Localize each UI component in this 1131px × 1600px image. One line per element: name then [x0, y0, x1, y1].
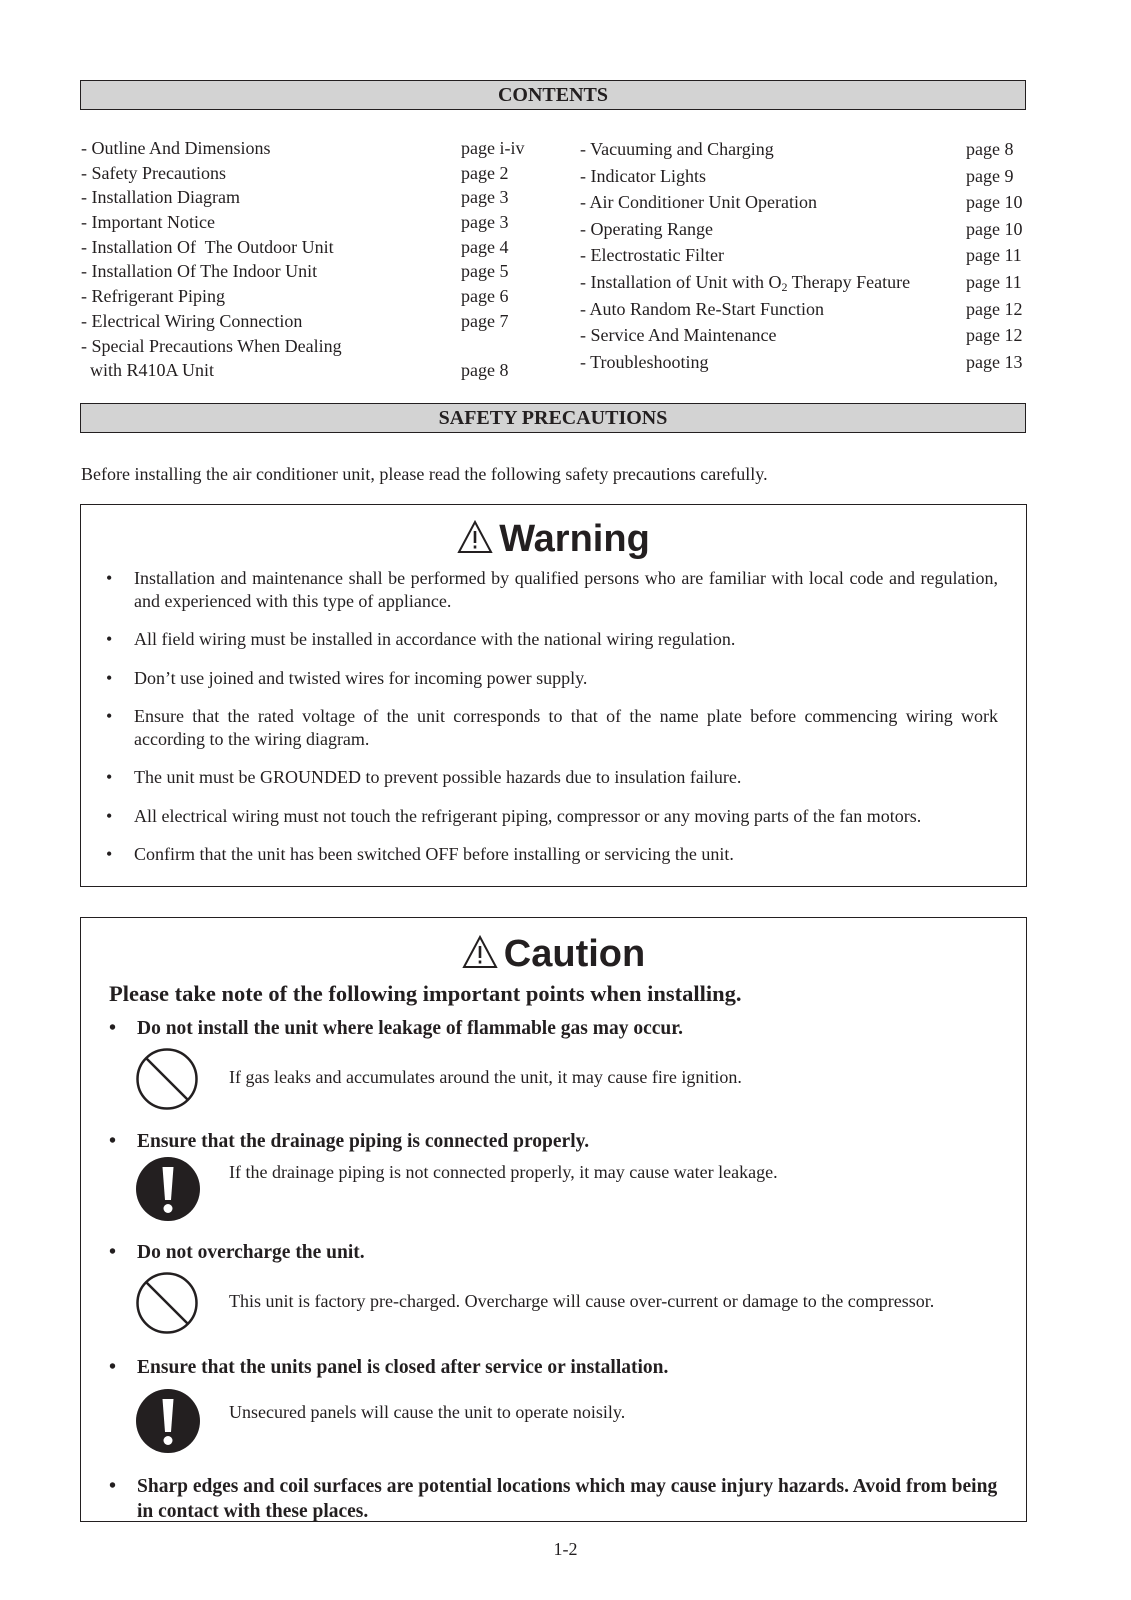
warning-item: • Don’t use joined and twisted wires for incoming power supply.: [81, 667, 1026, 690]
toc-entry-page: page 13: [966, 351, 1023, 372]
warning-item: • All electrical wiring must not touch the refrigerant piping, compressor or any moving parts of the fan motors.: [81, 805, 1026, 828]
toc-entry-page: page 3: [461, 212, 509, 233]
warning-item: • The unit must be GROUNDED to prevent possible hazards due to insulation failure.: [81, 766, 1026, 789]
toc-entry-page: page 7: [461, 310, 509, 331]
toc-entry-page: page 2: [461, 162, 509, 183]
toc-entry-title: - Outline And Dimensions: [81, 138, 271, 158]
contents-heading: CONTENTS: [80, 80, 1026, 110]
toc-entry-title: - Refrigerant Piping: [81, 286, 225, 307]
toc-entry-page: page 4: [461, 236, 509, 257]
toc-entry[interactable]: [81, 136, 541, 161]
toc-entry-title: - Indicator Lights: [580, 165, 706, 186]
toc-entry-title: - Vacuuming and Charging: [580, 139, 774, 159]
toc-entry-page: page 6: [461, 286, 509, 307]
bullet: •: [109, 1130, 117, 1152]
toc-entry-page: page i-iv: [461, 138, 525, 158]
safety-precautions-heading: SAFETY PRECAUTIONS: [80, 403, 1026, 433]
warning-item: • All field wiring must be installed in accordance with the national wiring regulation.: [81, 628, 1026, 651]
caution-intro: Please take note of the following important points when installing.: [109, 981, 742, 1006]
caution-triangle-icon: [462, 935, 498, 969]
caution-item-heading: Do not overcharge the unit.: [137, 1242, 365, 1263]
toc-entry-title-part: Therapy Feature: [787, 271, 911, 292]
safety-intro-text: Before installing the air conditioner unit, please read the following safety precautions carefully.: [81, 464, 768, 484]
toc-entry-title-part: - Installation of Unit with O: [580, 271, 782, 292]
toc-entry-title: - Service And Maintenance: [580, 325, 777, 346]
toc-entry-page: page 3: [461, 187, 509, 208]
toc-entry[interactable]: [81, 358, 541, 383]
toc-entry-page: page 5: [461, 261, 509, 282]
toc-entry[interactable]: [81, 284, 541, 309]
toc-entry-title: - Installation Of The Outdoor Unit: [81, 236, 334, 257]
toc-entry-page: page 10: [966, 192, 1023, 213]
toc-entry-page: page 9: [966, 165, 1014, 186]
page-number: 1-2: [553, 1539, 578, 1559]
toc-entry-title: with R410A Unit: [81, 360, 215, 381]
toc-entry-title: [580, 269, 910, 296]
bullet: •: [109, 1475, 117, 1497]
toc-entry[interactable]: [580, 189, 1030, 216]
toc-entry-page: page 10: [966, 218, 1023, 239]
warning-triangle-icon: [457, 520, 493, 554]
toc-entry-page: page 12: [966, 298, 1023, 319]
bullet: •: [109, 1356, 117, 1378]
caution-item-heading: Sharp edges and coil surfaces are potential locations which may cause injury hazards. Avoid from being in contact with these places.: [137, 1476, 998, 1522]
toc-entry-title: - Auto Random Re-Start Function: [580, 298, 824, 319]
toc-entry-title: - Operating Range: [580, 218, 713, 239]
warning-box: [80, 504, 1027, 887]
caution-item-text: Unsecured panels will cause the unit to operate noisily.: [229, 1402, 626, 1422]
toc-entry-page: page 8: [461, 360, 509, 381]
toc-entry[interactable]: [580, 242, 1030, 269]
toc-entry[interactable]: [580, 296, 1030, 323]
toc-entry-title: - Important Notice: [81, 212, 215, 233]
toc-entry[interactable]: [580, 216, 1030, 243]
toc-entry-title: - Air Conditioner Unit Operation: [580, 192, 817, 213]
toc-entry-page: page 8: [966, 139, 1014, 159]
toc-entry-title: - Installation Of The Indoor Unit: [81, 261, 318, 282]
toc-entry-page: page 12: [966, 325, 1023, 346]
warning-list: [81, 567, 1026, 866]
caution-item: [81, 1240, 1026, 1347]
toc-entry[interactable]: [81, 235, 541, 260]
warning-item: • Confirm that the unit has been switched OFF before installing or servicing the unit.: [81, 843, 1026, 866]
mandatory-exclamation-icon: [135, 1156, 201, 1222]
toc-entry[interactable]: [81, 161, 541, 186]
toc-entry[interactable]: [81, 309, 541, 334]
caution-item: [81, 1016, 1026, 1121]
toc-entry-title: - Electrical Wiring Connection: [81, 310, 303, 331]
toc-entry[interactable]: [580, 163, 1030, 190]
caution-item-heading: Do not install the unit where leakage of flammable gas may occur.: [137, 1018, 683, 1039]
caution-title: [81, 932, 1026, 976]
toc-entry[interactable]: [580, 349, 1030, 376]
caution-item-text: If the drainage piping is not connected properly, it may cause water leakage.: [229, 1162, 778, 1182]
toc-entry[interactable]: [81, 334, 541, 359]
toc-entry-page: page 11: [966, 245, 1022, 266]
warning-title-text: Warning: [499, 518, 650, 560]
toc-entry-title: - Special Precautions When Dealing: [81, 335, 342, 356]
toc-entry[interactable]: [81, 259, 541, 284]
caution-item: [81, 1355, 1026, 1460]
toc-entry[interactable]: [580, 136, 1030, 163]
toc-entry[interactable]: [81, 185, 541, 210]
caution-item-text: This unit is factory pre-charged. Overcharge will cause over-current or damage to the compressor.: [229, 1291, 935, 1311]
warning-title: [81, 517, 1026, 561]
toc-entry[interactable]: [81, 210, 541, 235]
caution-item: [81, 1474, 1026, 1524]
toc-entry-page: page 11: [966, 271, 1022, 292]
toc-entry-subscript: 2: [781, 279, 788, 294]
caution-item-text: If gas leaks and accumulates around the unit, it may cause fire ignition.: [229, 1067, 742, 1087]
toc-entry-title: - Electrostatic Filter: [580, 245, 724, 266]
toc-entry-title: - Safety Precautions: [81, 162, 226, 183]
caution-item-heading: Ensure that the drainage piping is connected properly.: [137, 1131, 590, 1152]
caution-item: [81, 1129, 1026, 1234]
toc-entry[interactable]: [580, 269, 1030, 296]
toc-entry-title: - Installation Diagram: [81, 187, 240, 208]
warning-item: • Installation and maintenance shall be performed by qualified persons who are familiar with local code and regulation, and experienced with this type of appliance.: [81, 567, 1026, 612]
caution-item-heading: Ensure that the units panel is closed after service or installation.: [137, 1357, 669, 1378]
prohibition-icon: [135, 1047, 199, 1111]
toc-entry-title: - Troubleshooting: [580, 351, 709, 372]
caution-title-text: Caution: [503, 933, 646, 975]
warning-item: • Ensure that the rated voltage of the unit corresponds to that of the name plate before commencing wiring work according to the wiring diagram.: [81, 705, 1026, 750]
bullet: •: [109, 1241, 117, 1263]
prohibition-icon: [135, 1271, 199, 1335]
caution-box: [80, 917, 1027, 1522]
bullet: •: [109, 1017, 117, 1039]
mandatory-exclamation-icon: [135, 1388, 201, 1454]
toc-entry[interactable]: [580, 322, 1030, 349]
toc-right-column: [580, 136, 1030, 375]
toc-left-column: [81, 136, 541, 383]
